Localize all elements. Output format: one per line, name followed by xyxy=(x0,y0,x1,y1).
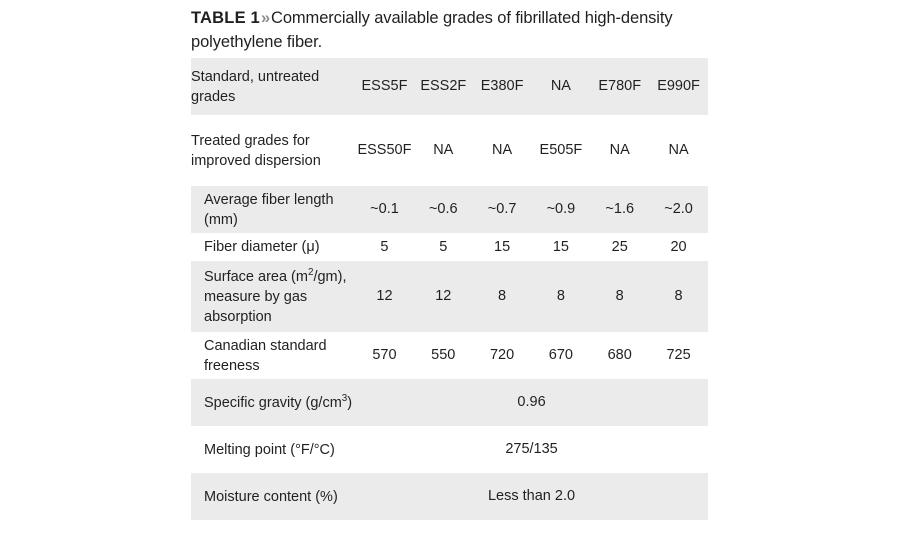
cell-value: ~0.7 xyxy=(473,186,532,233)
cell-value: ~1.6 xyxy=(590,186,649,233)
row-label: Standard, untreated grades xyxy=(191,58,355,115)
cell-value: E505F xyxy=(532,115,591,186)
cell-value: 15 xyxy=(473,233,532,261)
cell-value: ~0.6 xyxy=(414,186,473,233)
cell-value: ~0.9 xyxy=(532,186,591,233)
row-label: Melting point (°F/°C) xyxy=(191,426,355,473)
cell-value: 725 xyxy=(649,332,708,379)
row-label-superscript: 2 xyxy=(307,266,314,278)
row-label: Average fiber length (mm) xyxy=(191,186,355,233)
cell-value: 670 xyxy=(532,332,591,379)
table-caption-text: Commercially available grades of fibrillated high-density polyethylene fiber. xyxy=(191,9,673,51)
cell-value-merged: 275/135 xyxy=(355,426,708,473)
table-row xyxy=(191,426,708,473)
cell-value: 12 xyxy=(414,261,473,332)
cell-value: NA xyxy=(473,115,532,186)
cell-value: E780F xyxy=(590,58,649,115)
cell-value: 8 xyxy=(649,261,708,332)
cell-value: NA xyxy=(414,115,473,186)
cell-value: NA xyxy=(590,115,649,186)
cell-value: 570 xyxy=(355,332,414,379)
row-label: Fiber diameter (μ) xyxy=(191,233,355,261)
row-label: Canadian standard freeness xyxy=(191,332,355,379)
cell-value-merged: 0.96 xyxy=(355,379,708,426)
table-row xyxy=(191,332,708,379)
cell-value: 8 xyxy=(590,261,649,332)
row-label xyxy=(191,261,355,332)
cell-value: ESS5F xyxy=(355,58,414,115)
cell-value: E990F xyxy=(649,58,708,115)
cell-value: ESS50F xyxy=(355,115,414,186)
cell-value: NA xyxy=(532,58,591,115)
cell-value: 5 xyxy=(414,233,473,261)
cell-value: ~0.1 xyxy=(355,186,414,233)
cell-value: 550 xyxy=(414,332,473,379)
table-row xyxy=(191,115,708,186)
cell-value: 720 xyxy=(473,332,532,379)
cell-value: 8 xyxy=(532,261,591,332)
table-row xyxy=(191,58,708,115)
table-row xyxy=(191,186,708,233)
table-caption-label: TABLE 1 xyxy=(191,9,260,27)
table-row xyxy=(191,379,708,426)
cell-value: 25 xyxy=(590,233,649,261)
row-label-post: ) xyxy=(347,394,353,411)
table-row xyxy=(191,473,708,520)
table-body xyxy=(191,58,708,520)
table-row xyxy=(191,233,708,261)
cell-value: 12 xyxy=(355,261,414,332)
row-label: Treated grades for improved dispersion xyxy=(191,115,355,186)
table-container xyxy=(191,58,708,520)
fiber-grades-table xyxy=(191,58,708,520)
row-label-post: /gm), measure by gas absorption xyxy=(204,268,347,325)
cell-value: 680 xyxy=(590,332,649,379)
cell-value: 8 xyxy=(473,261,532,332)
cell-value: 5 xyxy=(355,233,414,261)
cell-value: NA xyxy=(649,115,708,186)
row-label-pre: Surface area (m xyxy=(204,268,308,285)
cell-value-merged: Less than 2.0 xyxy=(355,473,708,520)
row-label xyxy=(191,379,355,426)
caption-chevron-icon: » xyxy=(260,9,271,27)
table-row xyxy=(191,261,708,332)
cell-value: ESS2F xyxy=(414,58,473,115)
row-label: Moisture content (%) xyxy=(191,473,355,520)
row-label-pre: Specific gravity (g/cm xyxy=(204,394,342,411)
cell-value: 15 xyxy=(532,233,591,261)
cell-value: E380F xyxy=(473,58,532,115)
cell-value: 20 xyxy=(649,233,708,261)
table-caption xyxy=(191,6,711,54)
cell-value: ~2.0 xyxy=(649,186,708,233)
row-label-superscript: 3 xyxy=(341,392,348,404)
